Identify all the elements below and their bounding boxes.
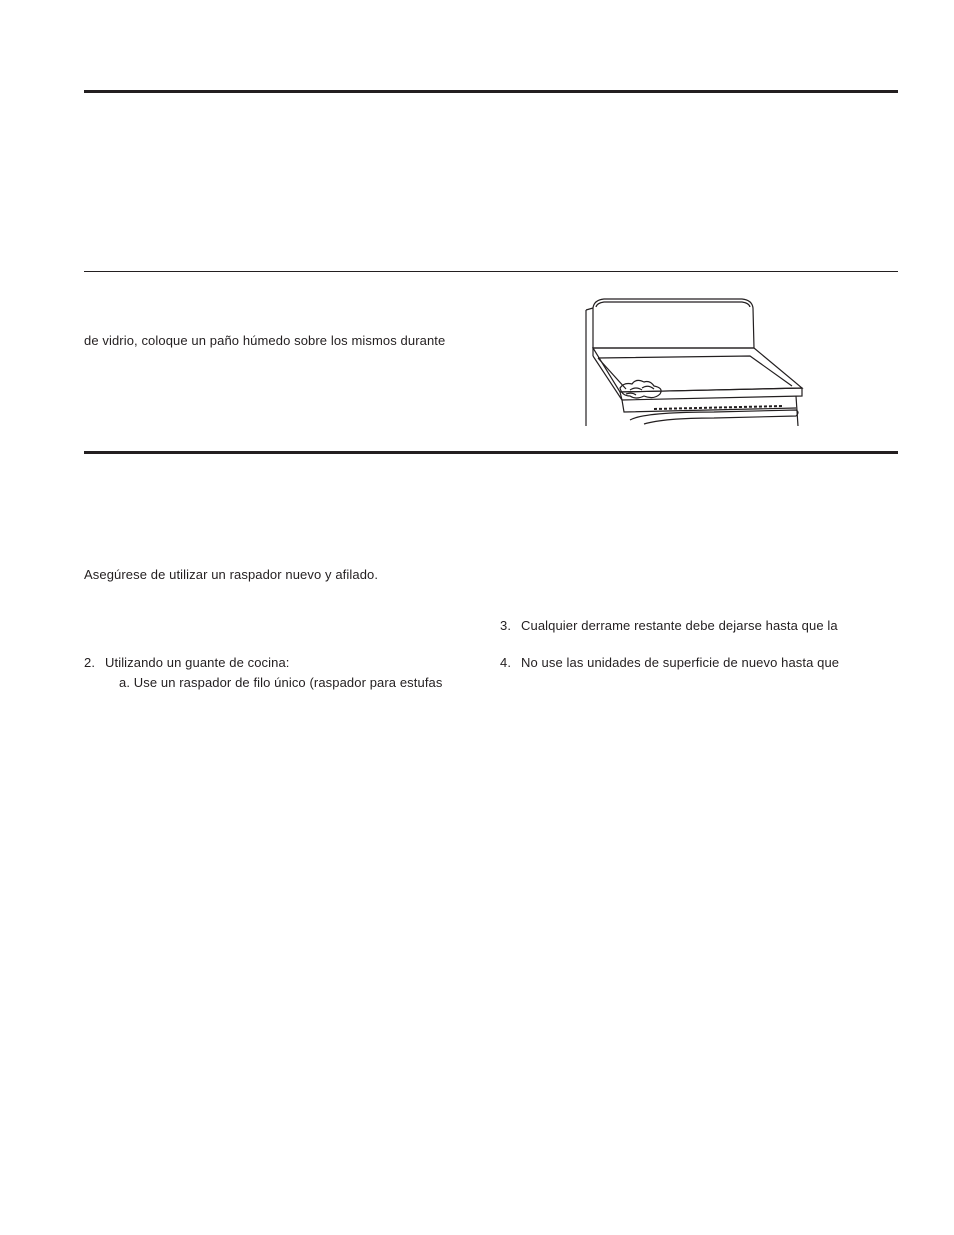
step-4-number: 4. — [500, 655, 512, 670]
step-4-text: No use las unidades de superficie de nuevo hasta que — [521, 655, 840, 670]
step-2-text: Utilizando un guante de cocina: — [105, 655, 290, 670]
spill-paragraph-line: de vidrio, coloque un paño húmedo sobre los mismos durante — [84, 333, 446, 348]
step-2-number: 2. — [84, 655, 96, 670]
scraper-note: Asegúrese de utilizar un raspador nuevo y afilado. — [84, 567, 379, 582]
scraper-section-rule — [84, 451, 898, 454]
step-3-number: 3. — [500, 618, 512, 633]
step-3-text: Cualquier derrame restante debe dejarse hasta que la — [521, 618, 838, 633]
top-section-rule — [84, 90, 898, 93]
range-cooktop-illustration — [584, 296, 806, 426]
step-2a-text: a. Use un raspador de filo único (raspador para estufas — [119, 675, 443, 690]
spill-section-rule — [84, 271, 898, 272]
